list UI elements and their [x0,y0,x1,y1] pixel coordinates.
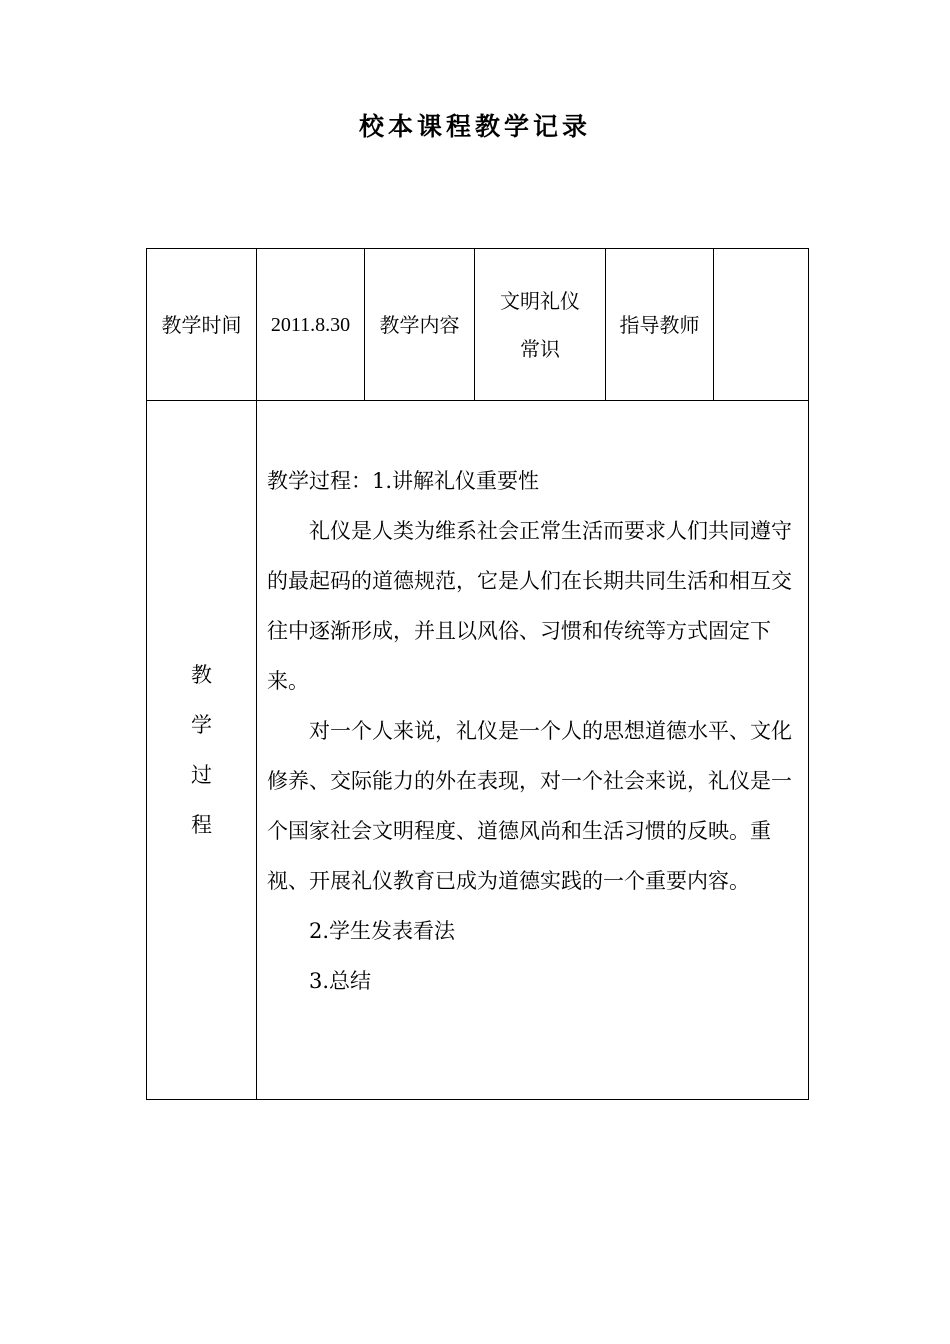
header-row [147,249,809,401]
process-step-2: 2.学生发表看法 [309,919,456,943]
process-label-char: 学 [191,713,212,737]
teaching-process-content [257,401,809,1100]
teaching-content-line2: 常识 [520,336,560,361]
teaching-content-value [475,249,606,401]
teaching-process-label [147,401,257,1100]
teaching-content-line1: 文明礼仪 [500,288,580,313]
process-label-char: 程 [191,813,212,837]
instructor-value [714,249,809,401]
instructor-label: 指导教师 [606,249,714,401]
teaching-time-value: 2011.8.30 [257,249,365,401]
process-step-3: 3.总结 [309,969,372,993]
process-row [147,401,809,1100]
process-paragraph-2: 对一个人来说，礼仪是一个人的思想道德水平、文化修养、交际能力的外在表现，对一个社会来说，礼仪是一个国家社会文明程度、道德风尚和生活习惯的反映。重视、开展礼仪教育已成为道德实践的一个重要内容。 [267,719,792,893]
teaching-time-label: 教学时间 [147,249,257,401]
process-label-char: 教 [191,663,212,687]
process-paragraph-1: 礼仪是人类为维系社会正常生活而要求人们共同遵守的最起码的道德规范，它是人们在长期共同生活和相互交往中逐渐形成，并且以风俗、习惯和传统等方式固定下来。 [267,519,792,693]
teaching-record-table [146,248,809,1100]
process-label-char: 过 [191,763,212,787]
teaching-content-label: 教学内容 [365,249,475,401]
process-heading: 教学过程：1.讲解礼仪重要性 [267,469,540,493]
page-title: 校本课程教学记录 [358,112,591,141]
